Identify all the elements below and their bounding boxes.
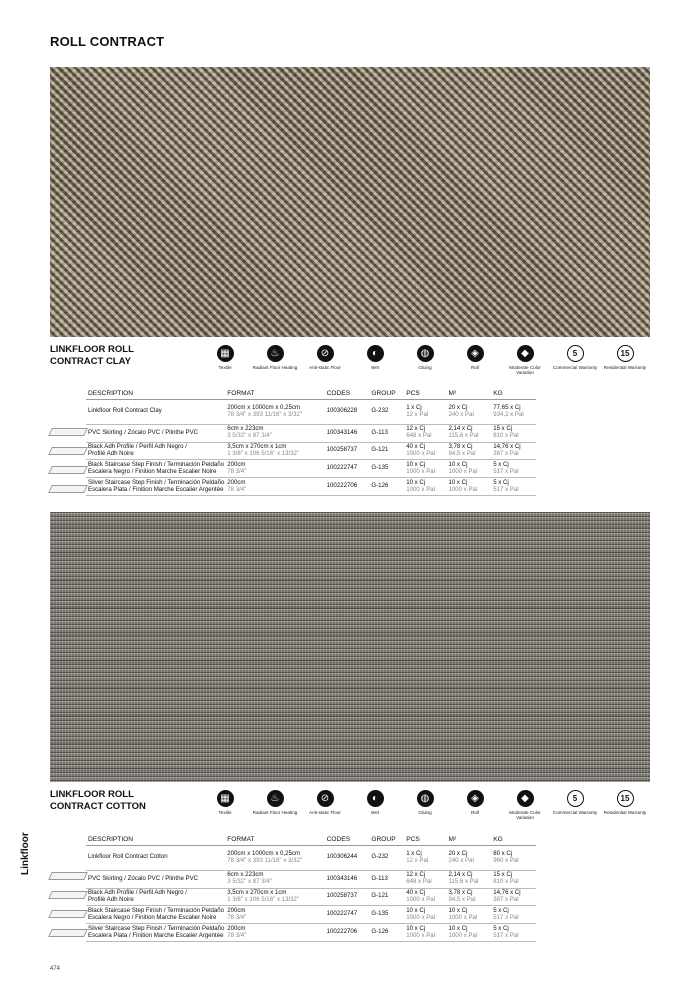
row-description-value: PVC Skirting / Zócalo PVC / Plinthe PVC xyxy=(88,428,199,436)
row-m2-sub: 1000 x Pal xyxy=(448,913,478,921)
row-code-value: 100306228 xyxy=(326,407,358,415)
row-pcs-value: 10 x Cj xyxy=(406,924,426,932)
moderate-color-variation-icon: ◆ xyxy=(517,790,534,807)
feature-label: Residential Warranty xyxy=(603,365,647,370)
row-m2-sub: 240 x Pal xyxy=(448,856,474,864)
row-group-value: G-232 xyxy=(371,853,389,861)
radiant-floor-heating-icon: ♨ xyxy=(267,345,284,362)
row-kg-value: 15 x Cj xyxy=(493,871,513,879)
row-group xyxy=(369,478,404,496)
column-header-pcs: PCS xyxy=(404,837,446,845)
commercial-warranty-icon: 5 xyxy=(567,790,584,807)
row-pcs-value: 40 x Cj xyxy=(406,889,426,897)
feature-icons-clay xyxy=(200,345,650,385)
row-format-sub: 78 3/4" xyxy=(227,467,247,475)
column-header-description: DESCRIPTION xyxy=(86,391,225,399)
row-format xyxy=(225,870,324,888)
row-m2-value: 20 x Cj xyxy=(448,849,468,857)
row-pcs xyxy=(404,888,446,906)
row-m2 xyxy=(446,478,491,496)
row-group xyxy=(369,906,404,924)
row-description xyxy=(86,424,225,442)
row-kg xyxy=(491,460,536,478)
row-m2-sub: 115,6 x Pal xyxy=(448,878,479,886)
column-header-group: GROUP xyxy=(369,837,404,845)
row-kg xyxy=(491,399,536,424)
row-format xyxy=(225,424,324,442)
feature-label: Roll xyxy=(471,365,479,370)
row-format xyxy=(225,399,324,424)
feature-label: Anti-static Floor xyxy=(309,810,341,815)
row-format xyxy=(225,460,324,478)
row-kg-sub: 934,2 x Pal xyxy=(493,410,524,418)
cotton-texture-swatch xyxy=(50,512,650,782)
row-description-sub: Profilé Adh Noire xyxy=(88,449,134,457)
feature-moderate-color-variation xyxy=(500,790,550,830)
row-m2 xyxy=(446,460,491,478)
row-format-value: 200cm xyxy=(227,924,246,932)
row-kg xyxy=(491,888,536,906)
feature-radiant-floor-heating xyxy=(250,345,300,385)
row-group-value: G-232 xyxy=(371,407,389,415)
feature-commercial-warranty xyxy=(550,790,600,830)
row-format-value: 200cm xyxy=(227,478,246,486)
row-kg xyxy=(491,845,536,870)
skirting-profile-illustration xyxy=(48,428,88,436)
row-description xyxy=(86,399,225,424)
row-code-value: 100306244 xyxy=(326,853,358,861)
row-m2 xyxy=(446,888,491,906)
silver-step-profile-illustration xyxy=(48,929,88,937)
row-kg-value: 80 x Cj xyxy=(493,849,513,857)
row-pcs xyxy=(404,906,446,924)
row-m2-sub: 94,5 x Pal xyxy=(448,895,476,903)
row-group xyxy=(369,845,404,870)
feature-label: Wet xyxy=(370,810,380,815)
anti-static-floor-icon: ⊘ xyxy=(317,345,334,362)
feature-roll xyxy=(450,345,500,385)
row-pcs-sub: 1000 x Pal xyxy=(406,931,435,939)
row-pcs-sub: 1000 x Pal xyxy=(406,895,435,903)
table-row xyxy=(86,924,536,942)
table-row xyxy=(86,478,536,496)
feature-label: Moderate Color Variation xyxy=(509,810,541,821)
feature-label: Moderate Color Variation xyxy=(509,365,541,376)
feature-anti-static-floor xyxy=(300,790,350,830)
row-pcs-value: 1 x Cj xyxy=(406,849,422,857)
column-header-group: GROUP xyxy=(369,391,404,399)
row-code-value: 100222747 xyxy=(326,464,358,472)
row-m2-sub: 1000 x Pal xyxy=(448,467,478,475)
spec-table-cotton xyxy=(86,837,536,942)
row-m2-value: 10 x Cj xyxy=(448,460,468,468)
row-m2 xyxy=(446,442,491,460)
row-m2-value: 10 x Cj xyxy=(448,478,468,486)
row-m2-sub: 94,5 x Pal xyxy=(448,449,476,457)
black-step-profile-illustration xyxy=(48,466,88,474)
feature-label: Textile xyxy=(218,365,232,370)
feature-label: Residential Warranty xyxy=(603,810,647,815)
row-pcs-value: 12 x Cj xyxy=(406,871,426,879)
column-header-m2: M² xyxy=(446,837,491,845)
row-format xyxy=(225,888,324,906)
feature-label: Anti-static Floor xyxy=(309,365,341,370)
feature-label: Radiant Floor Heating xyxy=(252,365,298,370)
row-pcs-value: 12 x Cj xyxy=(406,425,426,433)
row-m2-sub: 240 x Pal xyxy=(448,410,474,418)
skirting-profile-illustration xyxy=(48,872,88,880)
row-description xyxy=(86,845,225,870)
row-code-value: 100258737 xyxy=(326,446,358,454)
row-pcs xyxy=(404,399,446,424)
row-pcs xyxy=(404,870,446,888)
row-m2-value: 10 x Cj xyxy=(448,924,468,932)
row-m2-value: 3,78 x Cj xyxy=(448,443,473,451)
row-m2-sub: 1000 x Pal xyxy=(448,931,478,939)
row-kg-value: 5 x Cj xyxy=(493,906,509,914)
row-pcs xyxy=(404,845,446,870)
row-pcs-value: 10 x Cj xyxy=(406,906,426,914)
row-code xyxy=(325,906,370,924)
row-kg-value: 14,76 x Cj xyxy=(493,443,521,451)
row-description-sub: Escalera Negro / Finition Marche Escalier Noire xyxy=(88,913,217,921)
column-header-codes: CODES xyxy=(325,837,370,845)
gluing-icon: ◍ xyxy=(417,790,434,807)
residential-warranty-icon: 15 xyxy=(617,790,634,807)
row-description-value: Linkfloor Roll Contract Cotton xyxy=(88,853,168,861)
feature-residential-warranty xyxy=(600,345,650,385)
row-format-sub: 3 5/32" x 87 3/4" xyxy=(227,878,272,886)
row-code xyxy=(325,888,370,906)
row-description xyxy=(86,888,225,906)
column-header-format: FORMAT xyxy=(225,391,324,399)
row-pcs-value: 10 x Cj xyxy=(406,460,426,468)
row-group-value: G-135 xyxy=(371,910,389,918)
row-kg xyxy=(491,870,536,888)
row-description xyxy=(86,924,225,942)
feature-roll xyxy=(450,790,500,830)
spec-table-clay xyxy=(86,391,536,496)
row-format xyxy=(225,478,324,496)
row-description-sub: Escalera Negro / Finition Marche Escalier Noire xyxy=(88,467,217,475)
row-code-value: 100222706 xyxy=(326,482,358,490)
row-code-value: 100222747 xyxy=(326,910,358,918)
row-description-value: Black Adh Profile / Perfil Adh Negro / xyxy=(88,889,187,897)
feature-textile xyxy=(200,345,250,385)
row-pcs xyxy=(404,478,446,496)
row-kg-value: 5 x Cj xyxy=(493,924,509,932)
roll-icon: ◈ xyxy=(467,790,484,807)
row-format-value: 200cm xyxy=(227,460,246,468)
row-code-value: 100343146 xyxy=(326,428,358,436)
row-description-value: Silver Staircase Step Finish / Terminación Peldaño xyxy=(88,924,225,932)
row-pcs-sub: 1000 x Pal xyxy=(406,467,435,475)
row-kg-sub: 517 x Pal xyxy=(493,913,519,921)
table-row xyxy=(86,845,536,870)
commercial-warranty-icon: 5 xyxy=(567,345,584,362)
row-group-value: G-121 xyxy=(371,892,389,900)
row-format-sub: 78 3/4" xyxy=(227,931,247,939)
feature-radiant-floor-heating xyxy=(250,790,300,830)
feature-label: Commercial Warranty xyxy=(552,810,598,815)
row-pcs xyxy=(404,442,446,460)
row-description-value: Black Staircase Step Finish / Terminación Peldaño xyxy=(88,906,225,914)
feature-gluing xyxy=(400,790,450,830)
row-kg xyxy=(491,424,536,442)
row-pcs-sub: 1000 x Pal xyxy=(406,485,435,493)
row-m2-value: 10 x Cj xyxy=(448,906,468,914)
row-description xyxy=(86,478,225,496)
row-m2 xyxy=(446,870,491,888)
row-format-value: 6cm x 223cm xyxy=(227,425,264,433)
silver-step-profile-illustration xyxy=(48,485,88,493)
row-description xyxy=(86,870,225,888)
row-format-sub: 1 3/8" x 106 5/16" x 13/32" xyxy=(227,895,300,903)
column-header-format: FORMAT xyxy=(225,837,324,845)
row-group-value: G-126 xyxy=(371,928,389,936)
textile-icon: ▦ xyxy=(217,790,234,807)
row-kg-value: 5 x Cj xyxy=(493,478,509,486)
row-format-value: 3,5cm x 270cm x 1cm xyxy=(227,443,287,451)
residential-warranty-icon: 15 xyxy=(617,345,634,362)
row-m2 xyxy=(446,845,491,870)
row-group xyxy=(369,442,404,460)
row-code-value: 100343146 xyxy=(326,874,358,882)
clay-texture-swatch xyxy=(50,67,650,337)
column-header-m2: M² xyxy=(446,391,491,399)
row-kg-value: 15 x Cj xyxy=(493,425,513,433)
row-kg-value: 77,65 x Cj xyxy=(493,403,521,411)
feature-moderate-color-variation xyxy=(500,345,550,385)
row-format-value: 6cm x 223cm xyxy=(227,871,264,879)
page-title: ROLL CONTRACT xyxy=(50,34,165,49)
feature-label: Wet xyxy=(370,365,380,370)
row-kg-sub: 810 x Pal xyxy=(493,878,519,886)
row-description-value: Silver Staircase Step Finish / Terminación Peldaño xyxy=(88,478,225,486)
row-format-sub: 78 3/4" xyxy=(227,485,247,493)
row-description-sub: Escalera Plata / Finition Marche Escalier Argentée xyxy=(88,931,224,939)
row-m2 xyxy=(446,924,491,942)
row-pcs xyxy=(404,460,446,478)
feature-label: Radiant Floor Heating xyxy=(252,810,298,815)
gluing-icon: ◍ xyxy=(417,345,434,362)
row-code-value: 100222706 xyxy=(326,928,358,936)
row-description xyxy=(86,460,225,478)
row-m2 xyxy=(446,424,491,442)
row-kg xyxy=(491,924,536,942)
feature-label: Gluing xyxy=(418,365,432,370)
column-header-kg: KG xyxy=(491,391,536,399)
row-description xyxy=(86,906,225,924)
row-m2 xyxy=(446,906,491,924)
row-description-sub: Profilé Adh Noire xyxy=(88,895,134,903)
row-format-sub: 78 3/4" x 393 11/16" x 3/32" xyxy=(227,410,303,418)
row-m2-value: 3,78 x Cj xyxy=(448,889,473,897)
table-row xyxy=(86,399,536,424)
feature-gluing xyxy=(400,345,450,385)
feature-wet xyxy=(350,345,400,385)
row-format xyxy=(225,906,324,924)
row-format xyxy=(225,924,324,942)
row-code-value: 100258737 xyxy=(326,892,358,900)
row-format-value: 3,5cm x 270cm x 1cm xyxy=(227,889,287,897)
row-pcs xyxy=(404,424,446,442)
row-pcs-value: 10 x Cj xyxy=(406,478,426,486)
table-row xyxy=(86,906,536,924)
row-kg xyxy=(491,906,536,924)
row-format xyxy=(225,442,324,460)
column-header-codes: CODES xyxy=(325,391,370,399)
row-kg-sub: 960 x Pal xyxy=(493,856,519,864)
row-pcs-sub: 1000 x Pal xyxy=(406,913,435,921)
row-pcs-sub: 12 x Pal xyxy=(406,856,429,864)
row-group xyxy=(369,460,404,478)
feature-wet xyxy=(350,790,400,830)
row-kg-sub: 517 x Pal xyxy=(493,467,519,475)
table-row xyxy=(86,888,536,906)
table-row xyxy=(86,442,536,460)
row-kg xyxy=(491,442,536,460)
row-kg-sub: 517 x Pal xyxy=(493,931,519,939)
roll-icon: ◈ xyxy=(467,345,484,362)
row-format-value: 200cm x 1000cm x 0,25cm xyxy=(227,849,301,857)
table-row xyxy=(86,460,536,478)
feature-icons-cotton xyxy=(200,790,650,830)
row-kg-sub: 387 x Pal xyxy=(493,449,519,457)
feature-residential-warranty xyxy=(600,790,650,830)
row-format-sub: 3 5/32" x 87 3/4" xyxy=(227,432,272,440)
adh-profile-illustration xyxy=(48,447,88,455)
row-code xyxy=(325,460,370,478)
row-group-value: G-126 xyxy=(371,482,389,490)
moderate-color-variation-icon: ◆ xyxy=(517,345,534,362)
black-step-profile-illustration xyxy=(48,910,88,918)
wet-icon: ◐ xyxy=(367,345,384,362)
row-description-value: PVC Skirting / Zócalo PVC / Plinthe PVC xyxy=(88,874,199,882)
row-group-value: G-121 xyxy=(371,446,389,454)
wet-icon: ◐ xyxy=(367,790,384,807)
row-group xyxy=(369,870,404,888)
row-code xyxy=(325,845,370,870)
row-group-value: G-113 xyxy=(371,874,388,882)
row-code xyxy=(325,478,370,496)
feature-label: Commercial Warranty xyxy=(552,365,598,370)
row-code xyxy=(325,399,370,424)
row-group xyxy=(369,424,404,442)
row-kg xyxy=(491,478,536,496)
column-header-pcs: PCS xyxy=(404,391,446,399)
row-description xyxy=(86,442,225,460)
row-description-value: Linkfloor Roll Contract Clay xyxy=(88,407,162,415)
row-m2-sub: 115,6 x Pal xyxy=(448,432,479,440)
feature-anti-static-floor xyxy=(300,345,350,385)
row-m2-sub: 1000 x Pal xyxy=(448,485,478,493)
brand-logo: Linkfloor xyxy=(20,832,31,875)
row-kg-value: 5 x Cj xyxy=(493,460,509,468)
product-name-clay: LINKFLOOR ROLL CONTRACT CLAY xyxy=(50,344,134,367)
row-description-value: Black Staircase Step Finish / Terminación Peldaño xyxy=(88,460,225,468)
row-group xyxy=(369,924,404,942)
row-code xyxy=(325,870,370,888)
feature-commercial-warranty xyxy=(550,345,600,385)
anti-static-floor-icon: ⊘ xyxy=(317,790,334,807)
row-group-value: G-135 xyxy=(371,464,389,472)
row-m2 xyxy=(446,399,491,424)
table-row xyxy=(86,870,536,888)
row-pcs-value: 1 x Cj xyxy=(406,403,422,411)
page-number: 474 xyxy=(50,966,61,972)
row-code xyxy=(325,442,370,460)
row-pcs-sub: 12 x Pal xyxy=(406,410,429,418)
row-format-value: 200cm x 1000cm x 0,25cm xyxy=(227,403,301,411)
row-group xyxy=(369,888,404,906)
row-pcs-sub: 1000 x Pal xyxy=(406,449,435,457)
row-pcs-sub: 648 x Pal xyxy=(406,432,432,440)
row-kg-value: 14,76 x Cj xyxy=(493,889,521,897)
row-format-sub: 1 3/8" x 106 5/16" x 13/32" xyxy=(227,449,300,457)
row-format xyxy=(225,845,324,870)
row-format-sub: 78 3/4" x 393 11/16" x 3/32" xyxy=(227,856,303,864)
column-header-kg: KG xyxy=(491,837,536,845)
row-pcs xyxy=(404,924,446,942)
row-kg-sub: 517 x Pal xyxy=(493,485,519,493)
row-description-sub: Escalera Plata / Finition Marche Escalier Argentée xyxy=(88,485,224,493)
row-group-value: G-113 xyxy=(371,428,388,436)
feature-label: Gluing xyxy=(418,810,432,815)
radiant-floor-heating-icon: ♨ xyxy=(267,790,284,807)
row-code xyxy=(325,924,370,942)
row-m2-value: 2,14 x Cj xyxy=(448,871,473,879)
row-kg-sub: 387 x Pal xyxy=(493,895,519,903)
feature-label: Textile xyxy=(218,810,232,815)
row-pcs-sub: 648 x Pal xyxy=(406,878,432,886)
column-header-description: DESCRIPTION xyxy=(86,837,225,845)
textile-icon: ▦ xyxy=(217,345,234,362)
feature-textile xyxy=(200,790,250,830)
row-format-sub: 78 3/4" xyxy=(227,913,247,921)
row-code xyxy=(325,424,370,442)
table-row xyxy=(86,424,536,442)
row-m2-value: 20 x Cj xyxy=(448,403,468,411)
row-kg-sub: 810 x Pal xyxy=(493,432,519,440)
row-format-value: 200cm xyxy=(227,906,246,914)
row-pcs-value: 40 x Cj xyxy=(406,443,426,451)
row-group xyxy=(369,399,404,424)
product-name-cotton: LINKFLOOR ROLL CONTRACT COTTON xyxy=(50,789,146,812)
adh-profile-illustration xyxy=(48,891,88,899)
row-m2-value: 2,14 x Cj xyxy=(448,425,473,433)
feature-label: Roll xyxy=(471,810,479,815)
row-description-value: Black Adh Profile / Perfil Adh Negro / xyxy=(88,443,187,451)
